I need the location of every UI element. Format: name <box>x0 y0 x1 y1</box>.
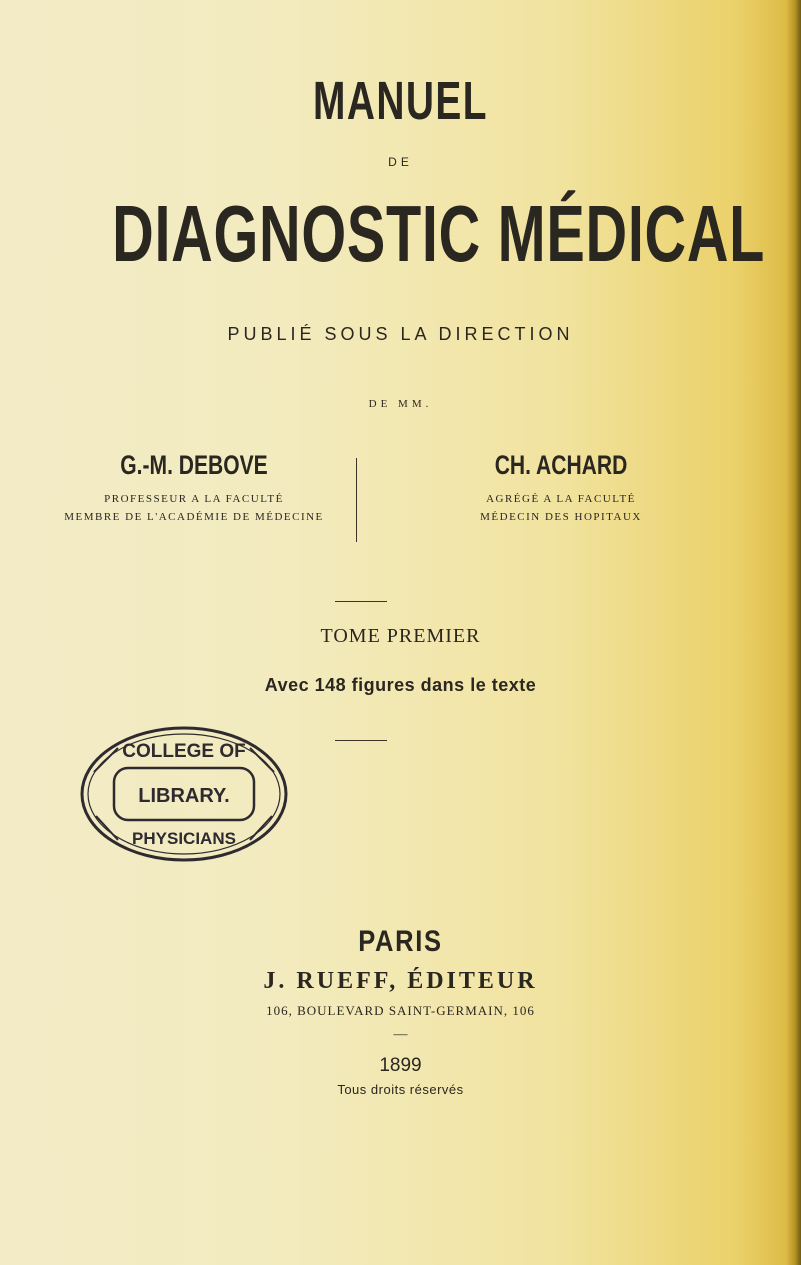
author-name: CH. ACHARD <box>494 450 628 480</box>
author-achard <box>391 450 731 523</box>
imprint-rights: Tous droits réservés <box>337 1082 464 1097</box>
library-stamp <box>78 724 290 864</box>
imprint-publisher: J. RUEFF, ÉDITEUR <box>263 968 538 994</box>
author-title: MEMBRE DE L'ACADÉMIE DE MÉDECINE <box>64 511 324 523</box>
stamp-top-text: COLLEGE OF <box>122 741 246 762</box>
title-de: DE <box>388 155 413 169</box>
author-title: MÉDECIN DES HOPITAUX <box>480 511 642 523</box>
authors-divider <box>356 458 357 542</box>
stamp-bottom-text: PHYSICIANS <box>132 829 236 848</box>
de-mm: DE MM. <box>368 398 433 410</box>
title-manuel: MANUEL <box>313 71 488 131</box>
author-title: PROFESSEUR A LA FACULTÉ <box>104 493 284 505</box>
imprint-year: 1899 <box>379 1055 422 1076</box>
author-title: AGRÉGÉ A LA FACULTÉ <box>486 493 636 505</box>
tome-premier: TOME PREMIER <box>320 625 481 647</box>
author-name: G.-M. DEBOVE <box>120 450 268 480</box>
figures-note: Avec 148 figures dans le texte <box>264 675 537 695</box>
stamp-middle-text: LIBRARY. <box>138 785 230 807</box>
publie-sous-la-direction: PUBLIÉ SOUS LA DIRECTION <box>227 324 574 344</box>
imprint-address: 106, BOULEVARD SAINT-GERMAIN, 106 <box>266 1003 535 1018</box>
divider-rule <box>335 601 387 602</box>
title-diagnostic-medical: DIAGNOSTIC MÉDICAL <box>112 189 766 278</box>
authors-block <box>0 450 801 550</box>
author-debove <box>24 450 364 523</box>
imprint-city: PARIS <box>358 925 443 958</box>
imprint-dash: — <box>393 1027 408 1042</box>
divider-rule <box>335 740 387 741</box>
